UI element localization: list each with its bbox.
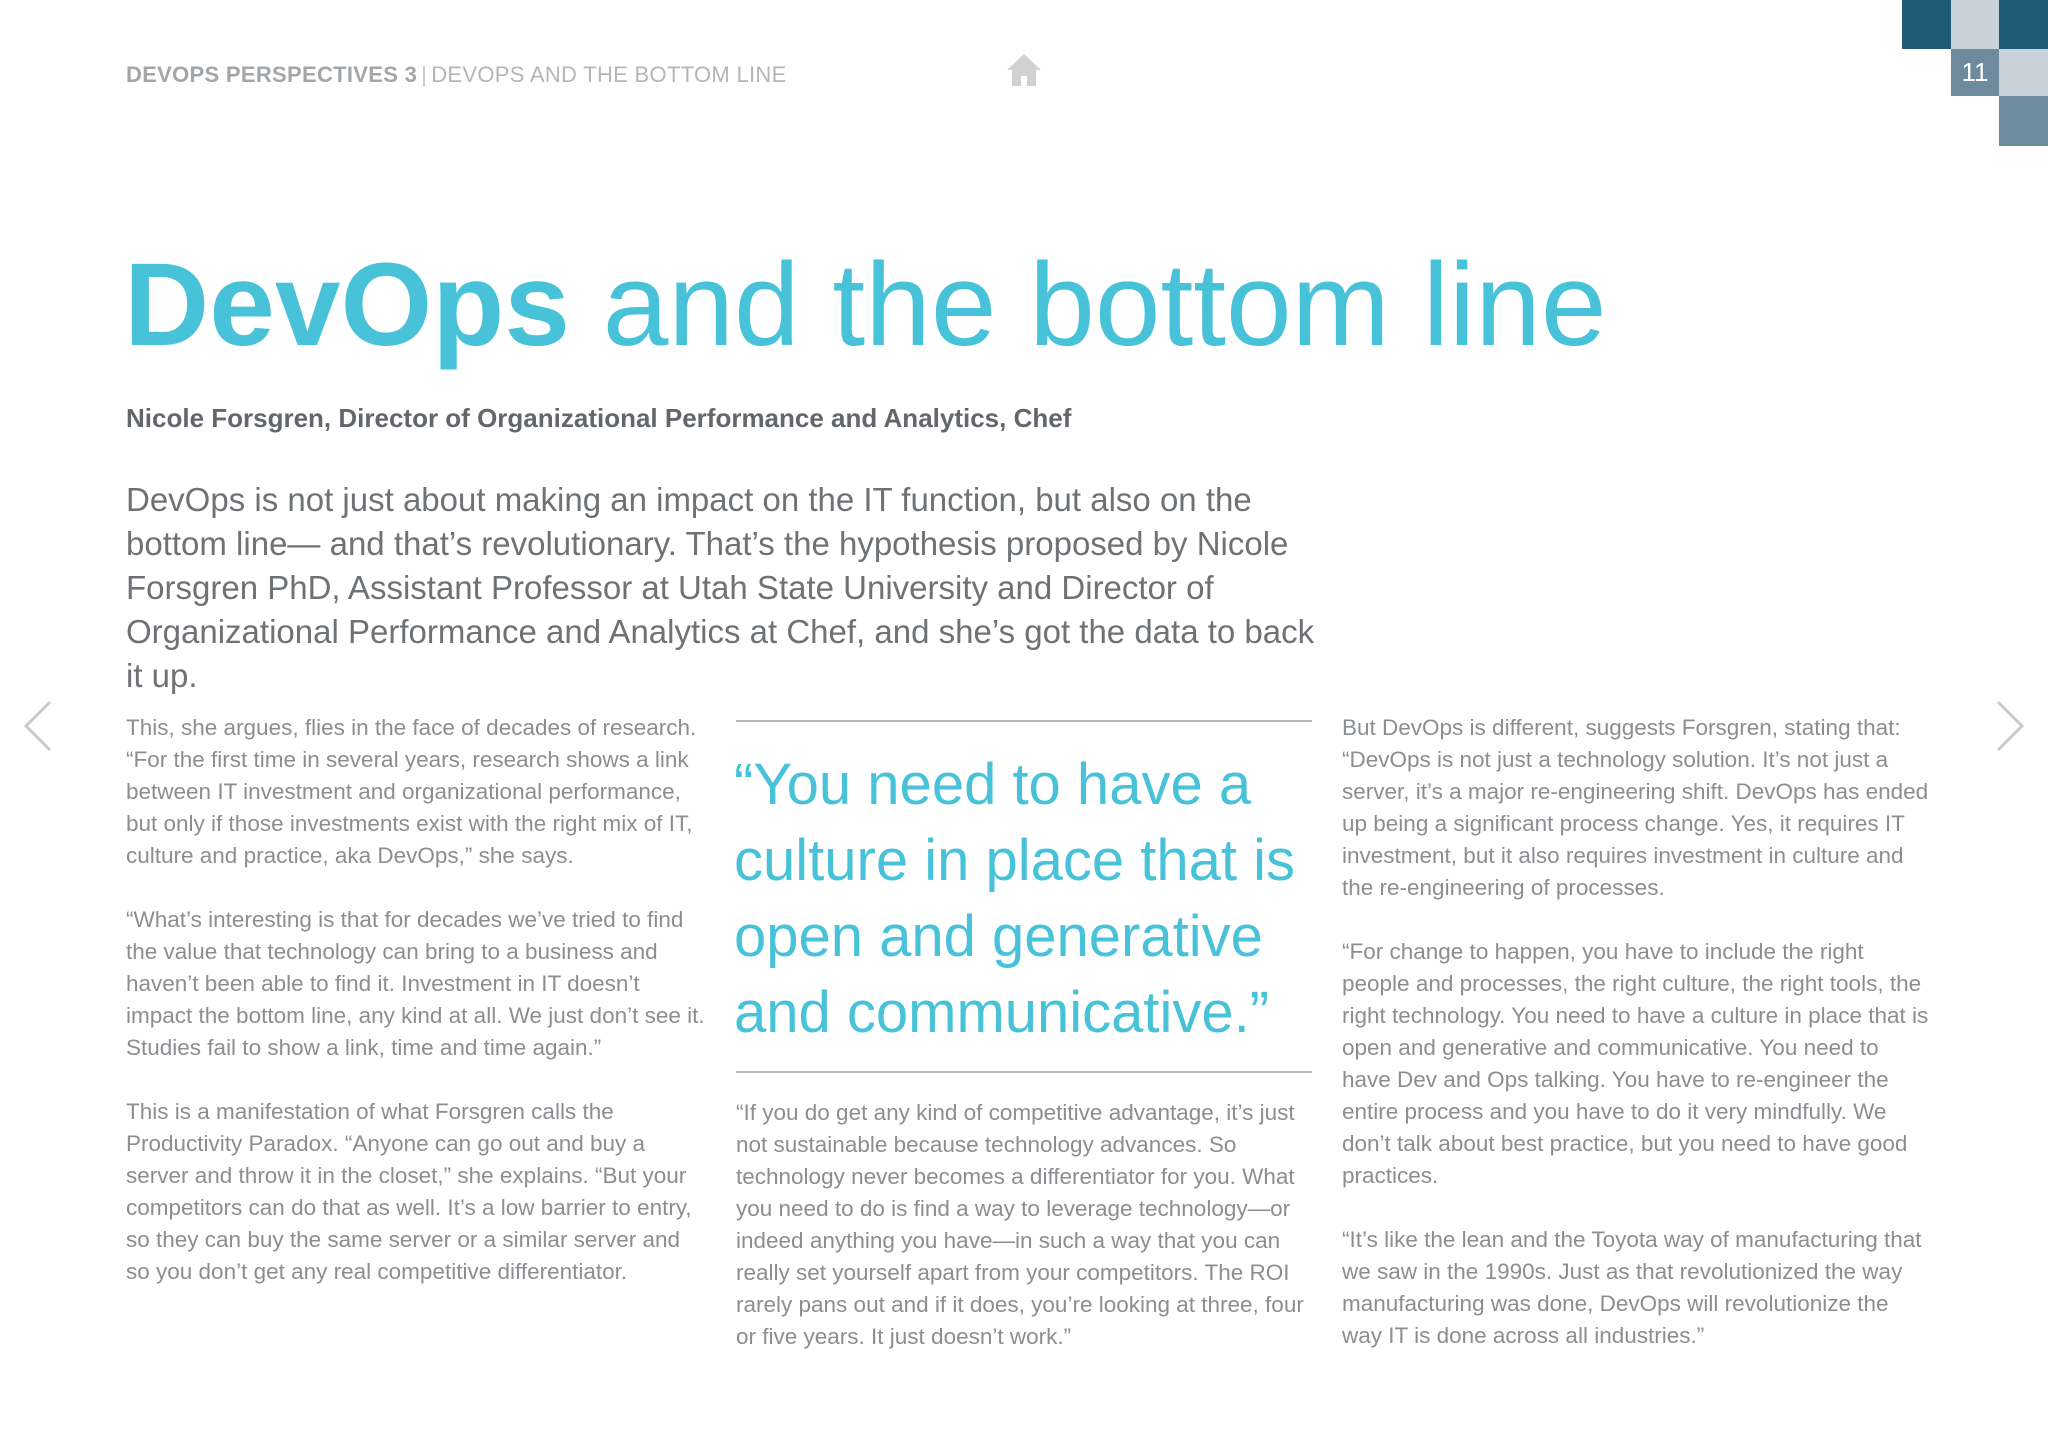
header-separator: | (421, 62, 428, 87)
page-title (124, 240, 1606, 370)
article-column-1 (126, 712, 706, 1320)
next-page-button[interactable] (1990, 696, 2030, 756)
byline: Nicole Forsgren, Director of Organizational Performance and Analytics, Chef (126, 403, 1072, 433)
article-column-3 (1342, 712, 1932, 1384)
body-paragraph: “What’s interesting is that for decades we’ve tried to find the value that technology can bring to a business and haven’t been able to find it. Investment in IT doesn’t impact the bottom line, any kind at all. We just don’t see it. Studies fail to show a link, time and time again.” (126, 907, 705, 1060)
corner-decoration-square (1999, 0, 2048, 49)
page-title-bold: DevOps (124, 239, 570, 371)
previous-page-button[interactable] (18, 696, 58, 756)
chevron-left-icon (18, 696, 58, 756)
page-number: 11 (1961, 57, 1989, 87)
section-title: DEVOPS AND THE BOTTOM LINE (431, 62, 787, 87)
pull-quote-rule-top (736, 720, 1312, 722)
pull-quote-rule-bottom (736, 1071, 1312, 1073)
body-paragraph: But DevOps is different, suggests Forsgren, stating that: “DevOps is not just a technology solution. It’s not just a server, it’s a major re-engineering shift. DevOps has ended up being a significant process change. Yes, it requires IT investment, but it also requires investment in culture and the re-engineering of processes. (1342, 715, 1929, 900)
body-paragraph: “It’s like the lean and the Toyota way of manufacturing that we saw in the 1990s. Just as that revolutionized the way manufacturing was done, DevOps will revolutionize the way IT is done across all industries.” (1342, 1227, 1922, 1348)
body-paragraph: This, she argues, flies in the face of decades of research. “For the first time in several years, research shows a link between IT investment and organizational performance, but only if those investments exist with the right mix of IT, culture and practice, aka DevOps,” she says. (126, 715, 697, 868)
body-paragraph: “For change to happen, you have to include the right people and processes, the right culture, the right tools, the right technology. You need to have a culture in place that is open and generative and communicative. You need to have Dev and Ops talking. You have to re-engineer the entire process and you have to do it very mindfully. We don’t talk about best practice, but you need to have good practices. (1342, 939, 1929, 1188)
intro-paragraph: DevOps is not just about making an impact on the IT function, but also on the bottom line— and that’s revolutionary. That’s the hypothesis proposed by Nicole Forsgren PhD, Assistant Professor at Utah State University and Director of Organizational Performance and Analytics at Chef, and she’s got the data to back it up. (126, 481, 1315, 694)
corner-decoration-square (1999, 96, 2048, 146)
running-header (126, 62, 787, 88)
corner-decoration-square (1951, 0, 1999, 49)
series-title: DEVOPS PERSPECTIVES 3 (126, 62, 418, 87)
page-title-rest: and the bottom line (569, 239, 1607, 371)
corner-decoration-square (1902, 0, 1951, 49)
body-paragraph: This is a manifestation of what Forsgren calls the Productivity Paradox. “Anyone can go out and buy a server and throw it in the closet,” she explains. “But your competitors can do that as well. It’s a low barrier to entry, so they can buy the same server or a similar server and so you don’t get any real competitive differentiator. (126, 1099, 692, 1284)
body-paragraph: “If you do get any kind of competitive advantage, it’s just not sustainable because technology advances. So technology never becomes a differentiator for you. What you need to do is find a way to leverage technology—or indeed anything you have—in such a way that you can really set yourself apart from your competitors. The ROI rarely pans out and if it does, you’re looking at three, four or five years. It just doesn’t work.” (736, 1100, 1304, 1349)
pull-quote: “You need to have a culture in place that is open and generative and communicative.” (734, 752, 1295, 1045)
chevron-right-icon (1990, 696, 2030, 756)
home-icon[interactable] (1005, 52, 1043, 88)
corner-decoration-square (1999, 49, 2048, 96)
